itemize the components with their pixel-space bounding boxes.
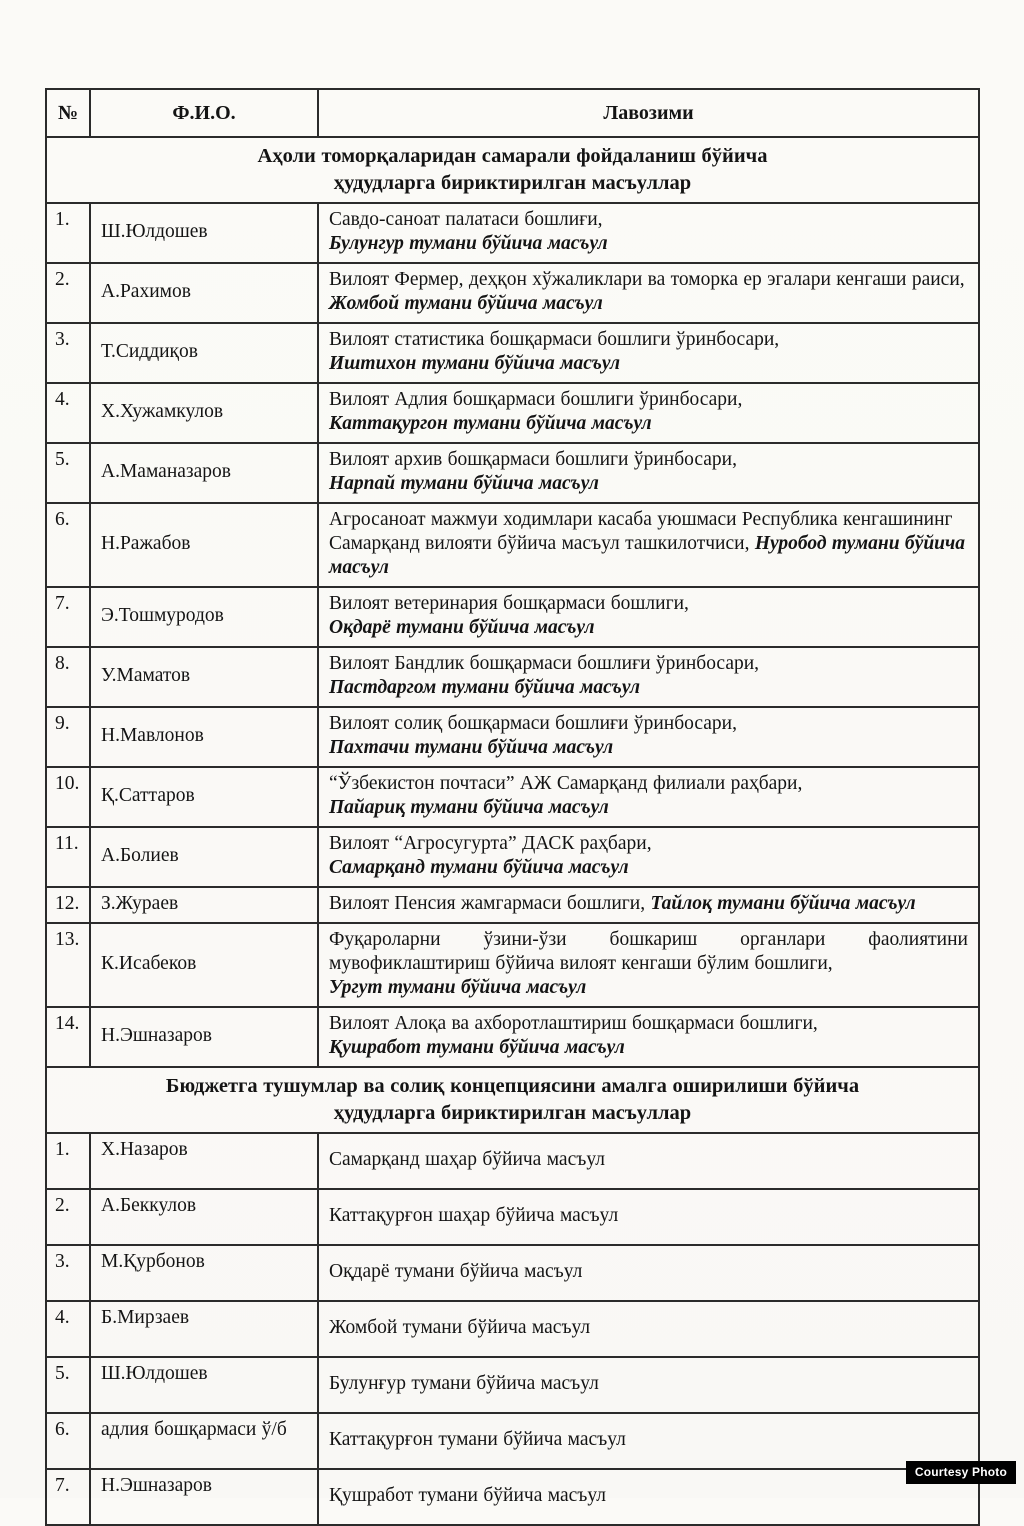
table-row: [46, 443, 979, 503]
position-cell: [318, 827, 979, 887]
person-name-cell: Н.Эшназаров: [90, 1469, 318, 1525]
person-name-cell: А.Рахимов: [90, 263, 318, 323]
person-name-cell: Х.Хужамкулов: [90, 383, 318, 443]
position-cell: [318, 647, 979, 707]
row-number-cell: 2.: [46, 263, 90, 323]
row-number-cell: 13.: [46, 923, 90, 1007]
table-row: [46, 1189, 979, 1245]
position-text: Савдо-саноат палатаси бошлиғи,: [329, 209, 603, 230]
row-number-cell: 9.: [46, 707, 90, 767]
table-row: [46, 707, 979, 767]
person-name-cell: Н.Эшназаров: [90, 1007, 318, 1067]
person-name-cell: Ш.Юлдошев: [90, 1357, 318, 1413]
section-title: [46, 137, 979, 203]
position-text: Вилоят “Агросугурта” ДАСК раҳбари,: [329, 833, 652, 854]
person-name-cell: адлия бошқармаси ў/б: [90, 1413, 318, 1469]
position-text: Вилоят Пенсия жамгармаси бошлиги,: [329, 893, 646, 914]
section-title-row: [46, 1067, 979, 1133]
position-text: Қушработ тумани бўйича масъул: [329, 1485, 606, 1506]
row-number-cell: 14.: [46, 1007, 90, 1067]
table-row: [46, 923, 979, 1007]
row-number-cell: 8.: [46, 647, 90, 707]
district-responsibility-text: Иштихон тумани бўйича масъул: [329, 353, 621, 374]
table-row: [46, 203, 979, 263]
row-number-cell: 5.: [46, 1357, 90, 1413]
row-number-cell: 5.: [46, 443, 90, 503]
person-name-cell: А.Беккулов: [90, 1189, 318, 1245]
position-text: Вилоят статистика бошқармаси бошлиги ўринбосари,: [329, 329, 780, 350]
table-row: [46, 383, 979, 443]
row-number-cell: 6.: [46, 503, 90, 587]
row-number-cell: 11.: [46, 827, 90, 887]
row-number-cell: 4.: [46, 383, 90, 443]
position-cell: [318, 1413, 979, 1469]
position-text: Вилоят Алоқа ва ахборотлаштириш бошқармаси бошлиги,: [329, 1013, 818, 1034]
person-name-cell: А.Болиев: [90, 827, 318, 887]
position-text: Булунғур тумани бўйича масъул: [329, 1373, 599, 1394]
person-name-cell: У.Маматов: [90, 647, 318, 707]
table-row: [46, 503, 979, 587]
position-cell: [318, 1301, 979, 1357]
position-text: Вилоят солиқ бошқармаси бошлиғи ўринбосари,: [329, 713, 737, 734]
position-cell: [318, 1469, 979, 1525]
section-title-line: ҳудудларга бириктирилган масъуллар: [333, 1102, 692, 1124]
position-cell: [318, 923, 979, 1007]
table-row: [46, 767, 979, 827]
table-body: [46, 137, 979, 1525]
section-title-line: ҳудудларга бириктирилган масъуллар: [333, 172, 692, 194]
person-name-cell: Э.Тошмуродов: [90, 587, 318, 647]
table-row: [46, 1469, 979, 1525]
row-number-cell: 6.: [46, 1413, 90, 1469]
district-responsibility-text: Ургут тумани бўйича масъул: [329, 977, 587, 998]
table-row: [46, 1007, 979, 1067]
responsibles-table: [45, 88, 980, 1526]
position-cell: [318, 383, 979, 443]
position-cell: [318, 887, 979, 923]
position-cell: [318, 1245, 979, 1301]
position-text: “Ўзбекистон почтаси” АЖ Самарқанд филиали раҳбари,: [329, 773, 803, 794]
table-row: [46, 263, 979, 323]
person-name-cell: Б.Мирзаев: [90, 1301, 318, 1357]
table-row: [46, 323, 979, 383]
district-responsibility-text: Самарқанд тумани бўйича масъул: [329, 857, 629, 878]
table-row: [46, 1413, 979, 1469]
position-text: Оқдарё тумани бўйича масъул: [329, 1261, 583, 1282]
table-row: [46, 1245, 979, 1301]
row-number-cell: 2.: [46, 1189, 90, 1245]
position-cell: [318, 203, 979, 263]
table-row: [46, 887, 979, 923]
table-row: [46, 1133, 979, 1189]
position-cell: [318, 1133, 979, 1189]
position-cell: [318, 707, 979, 767]
column-header-position: Лавозими: [318, 89, 979, 137]
section-title: [46, 1067, 979, 1133]
person-name-cell: Х.Назаров: [90, 1133, 318, 1189]
district-responsibility-text: Қушработ тумани бўйича масъул: [329, 1037, 625, 1058]
district-responsibility-text: Пайариқ тумани бўйича масъул: [329, 797, 609, 818]
position-text: Каттақурғон шаҳар бўйича масъул: [329, 1205, 619, 1226]
position-cell: [318, 1189, 979, 1245]
position-cell: [318, 443, 979, 503]
position-cell: [318, 1357, 979, 1413]
position-text: Вилоят Бандлик бошқармаси бошлиғи ўринбосари,: [329, 653, 760, 674]
district-responsibility-text: Нарпай тумани бўйича масъул: [329, 473, 599, 494]
table-row: [46, 1301, 979, 1357]
column-header-number: №: [46, 89, 90, 137]
person-name-cell: Н.Ражабов: [90, 503, 318, 587]
position-cell: [318, 503, 979, 587]
person-name-cell: М.Қурбонов: [90, 1245, 318, 1301]
row-number-cell: 7.: [46, 1469, 90, 1525]
person-name-cell: З.Жураев: [90, 887, 318, 923]
row-number-cell: 4.: [46, 1301, 90, 1357]
position-text: Самарқанд шаҳар бўйича масъул: [329, 1149, 605, 1170]
position-cell: [318, 323, 979, 383]
position-cell: [318, 263, 979, 323]
person-name-cell: Ш.Юлдошев: [90, 203, 318, 263]
section-title-row: [46, 137, 979, 203]
district-responsibility-text: Булунгур тумани бўйича масъул: [329, 233, 608, 254]
section-title-line: Бюджетга тушумлар ва солиқ концепциясини амалга оширилиши бўйича: [165, 1075, 860, 1097]
person-name-cell: Қ.Саттаров: [90, 767, 318, 827]
row-number-cell: 7.: [46, 587, 90, 647]
position-text: Вилоят ветеринария бошқармаси бошлиги,: [329, 593, 689, 614]
row-number-cell: 1.: [46, 1133, 90, 1189]
district-responsibility-text: Пахтачи тумани бўйича масъул: [329, 737, 614, 758]
district-responsibility-text: Пастдаргом тумани бўйича масъул: [329, 677, 640, 698]
row-number-cell: 3.: [46, 1245, 90, 1301]
row-number-cell: 12.: [46, 887, 90, 923]
position-text: Каттақурғон тумани бўйича масъул: [329, 1429, 626, 1450]
position-cell: [318, 1007, 979, 1067]
row-number-cell: 1.: [46, 203, 90, 263]
position-text: Вилоят Адлия бошқармаси бошлиги ўринбосари,: [329, 389, 743, 410]
position-text: Жомбой тумани бўйича масъул: [329, 1317, 591, 1338]
person-name-cell: Т.Сиддиқов: [90, 323, 318, 383]
table-header-row: [46, 89, 979, 137]
district-responsibility-text: Оқдарё тумани бўйича масъул: [329, 617, 595, 638]
table-row: [46, 827, 979, 887]
district-responsibility-text: Нуробод тумани бўйича масъул: [329, 533, 965, 578]
position-cell: [318, 767, 979, 827]
person-name-cell: К.Исабеков: [90, 923, 318, 1007]
position-text: Фуқароларни ўзини-ўзи бошкариш органлари фаолиятини мувофиклаштириш бўйича вилоят кенгаши бўлим бошлиги,: [329, 929, 968, 974]
row-number-cell: 3.: [46, 323, 90, 383]
position-text: Вилоят архив бошқармаси бошлиги ўринбосари,: [329, 449, 737, 470]
person-name-cell: Н.Мавлонов: [90, 707, 318, 767]
section-title-line: Аҳоли томорқаларидан самарали фойдаланиш бўйича: [257, 145, 768, 167]
position-text: Агросаноат мажмуи ходимлари касаба уюшмаси Республика кенгашининг Самарқанд вилояти бўйича масъул ташкилотчиси,: [329, 509, 953, 554]
row-number-cell: 10.: [46, 767, 90, 827]
table-row: [46, 1357, 979, 1413]
table-row: [46, 587, 979, 647]
position-text: Вилоят Фермер, деҳқон хўжаликлари ва томорка ер эгалари кенгаши раиси,: [329, 269, 965, 290]
column-header-name: Ф.И.О.: [90, 89, 318, 137]
position-cell: [318, 587, 979, 647]
person-name-cell: А.Маманазаров: [90, 443, 318, 503]
courtesy-photo-credit: Courtesy Photo: [906, 1461, 1016, 1484]
district-responsibility-text: Жомбой тумани бўйича масъул: [329, 293, 603, 314]
district-responsibility-text: Каттақургон тумани бўйича масъул: [329, 413, 652, 434]
district-responsibility-text: Тайлоқ тумани бўйича масъул: [645, 893, 916, 914]
table-row: [46, 647, 979, 707]
